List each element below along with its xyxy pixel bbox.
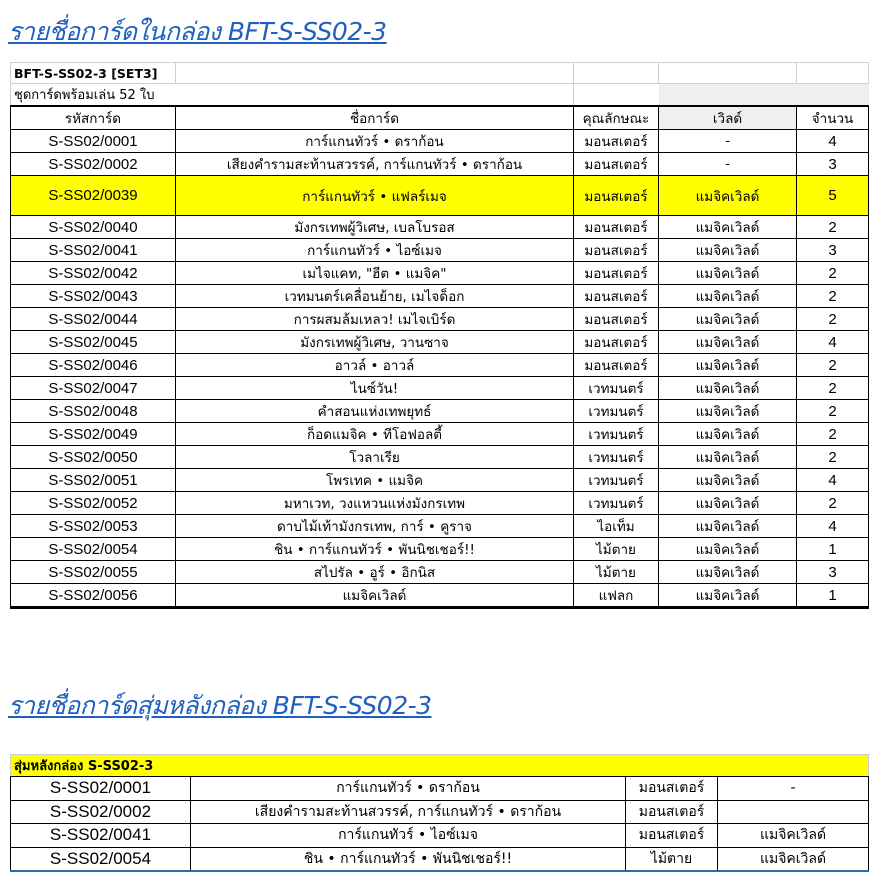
- card-world: แมจิคเวิลด์: [718, 847, 869, 871]
- table-row: [11, 446, 869, 469]
- card-world: -: [659, 130, 797, 153]
- card-type: ไม้ตาย: [574, 538, 659, 561]
- card-list-table: [10, 62, 869, 609]
- set-label: BFT-S-SS02-3 [SET3]: [11, 63, 176, 84]
- card-qty: 2: [797, 354, 869, 377]
- card-qty: 4: [797, 515, 869, 538]
- table-row: [11, 561, 869, 584]
- card-code: S-SS02/0050: [11, 446, 176, 469]
- table-row: [11, 400, 869, 423]
- card-qty: 2: [797, 377, 869, 400]
- card-type: มอนสเตอร์: [574, 216, 659, 239]
- card-world: แมจิคเวิลด์: [659, 308, 797, 331]
- card-world: แมจิคเวิลด์: [659, 176, 797, 216]
- card-name: เวทมนตร์เคลื่อนย้าย, เมไจด็อก: [176, 285, 574, 308]
- card-name: การ์แกนทัวร์ • ดราก้อน: [176, 130, 574, 153]
- card-name: ดาบไม้เท้ามังกรเทพ, การ์ • คูราจ: [176, 515, 574, 538]
- table-row: [11, 377, 869, 400]
- card-name: แมจิคเวิลด์: [176, 584, 574, 608]
- card-type: มอนสเตอร์: [574, 331, 659, 354]
- card-code: S-SS02/0002: [11, 153, 176, 176]
- card-name: การ์แกนทัวร์ • ไอซ์เมจ: [191, 824, 626, 848]
- card-type: มอนสเตอร์: [626, 800, 718, 824]
- card-world: แมจิคเวิลด์: [659, 216, 797, 239]
- card-qty: 3: [797, 153, 869, 176]
- card-world: แมจิคเวิลด์: [659, 239, 797, 262]
- card-type: เวทมนตร์: [574, 469, 659, 492]
- card-code: S-SS02/0042: [11, 262, 176, 285]
- card-name: ชิน • การ์แกนทัวร์ • พันนิชเชอร์!!: [191, 847, 626, 871]
- card-code: S-SS02/0054: [11, 847, 191, 871]
- card-code: S-SS02/0056: [11, 584, 176, 608]
- card-code: S-SS02/0002: [11, 800, 191, 824]
- card-type: เวทมนตร์: [574, 423, 659, 446]
- card-name: การ์แกนทัวร์ • ไอซ์เมจ: [176, 239, 574, 262]
- card-code: S-SS02/0039: [11, 176, 176, 216]
- card-type: เวทมนตร์: [574, 400, 659, 423]
- card-code: S-SS02/0048: [11, 400, 176, 423]
- card-world: แมจิคเวิลด์: [659, 446, 797, 469]
- table-row: [11, 153, 869, 176]
- header-type: คุณลักษณะ: [574, 106, 659, 130]
- card-world: แมจิคเวิลด์: [659, 492, 797, 515]
- card-code: S-SS02/0044: [11, 308, 176, 331]
- card-code: S-SS02/0046: [11, 354, 176, 377]
- card-world: แมจิคเวิลด์: [659, 377, 797, 400]
- card-name: สไปรัล • อูร์ • อิกนิส: [176, 561, 574, 584]
- table-row: [11, 777, 869, 801]
- card-world: แมจิคเวิลด์: [659, 400, 797, 423]
- random-card-table: [10, 754, 869, 872]
- table-row: [11, 331, 869, 354]
- table-row: [11, 824, 869, 848]
- header-name: ชื่อการ์ด: [176, 106, 574, 130]
- card-world: แมจิคเวิลด์: [659, 423, 797, 446]
- card-qty: 5: [797, 176, 869, 216]
- table-row: [11, 469, 869, 492]
- card-type: มอนสเตอร์: [574, 354, 659, 377]
- card-name: เสียงคำรามสะท้านสวรรค์, การ์แกนทัวร์ • ดราก้อน: [176, 153, 574, 176]
- card-world: แมจิคเวิลด์: [718, 824, 869, 848]
- card-type: มอนสเตอร์: [574, 176, 659, 216]
- card-name: คำสอนแห่งเทพยุทธ์: [176, 400, 574, 423]
- card-world: แมจิคเวิลด์: [659, 354, 797, 377]
- card-qty: 3: [797, 561, 869, 584]
- card-name: การ์แกนทัวร์ • แฟลร์เมจ: [176, 176, 574, 216]
- card-qty: 2: [797, 400, 869, 423]
- card-type: มอนสเตอร์: [574, 239, 659, 262]
- card-name: มหาเวท, วงแหวนแห่งมังกรเทพ: [176, 492, 574, 515]
- card-qty: 1: [797, 584, 869, 608]
- card-code: S-SS02/0054: [11, 538, 176, 561]
- card-code: S-SS02/0040: [11, 216, 176, 239]
- table-row: [11, 423, 869, 446]
- header-qty: จำนวน: [797, 106, 869, 130]
- card-name: ไนซ์วัน!: [176, 377, 574, 400]
- card-name: โวลาเรีย: [176, 446, 574, 469]
- card-type: เวทมนตร์: [574, 492, 659, 515]
- header-code: รหัสการ์ด: [11, 106, 176, 130]
- table-row: [11, 515, 869, 538]
- card-code: S-SS02/0047: [11, 377, 176, 400]
- table-row: [11, 262, 869, 285]
- random-list-title: รายชื่อการ์ดสุ่มหลังกล่อง BFT-S-SS02-3: [8, 691, 432, 720]
- card-type: มอนสเตอร์: [626, 777, 718, 801]
- card-code: S-SS02/0053: [11, 515, 176, 538]
- card-qty: 1: [797, 538, 869, 561]
- card-qty: 2: [797, 423, 869, 446]
- card-qty: 4: [797, 469, 869, 492]
- card-qty: 2: [797, 216, 869, 239]
- card-code: S-SS02/0001: [11, 777, 191, 801]
- card-qty: 2: [797, 285, 869, 308]
- card-code: S-SS02/0041: [11, 239, 176, 262]
- table-row: [11, 285, 869, 308]
- card-world: [718, 800, 869, 824]
- table-row: [11, 800, 869, 824]
- card-type: มอนสเตอร์: [626, 824, 718, 848]
- card-type: เวทมนตร์: [574, 377, 659, 400]
- card-qty: 4: [797, 130, 869, 153]
- card-qty: 2: [797, 492, 869, 515]
- card-list-title: รายชื่อการ์ดในกล่อง BFT-S-SS02-3: [8, 17, 387, 46]
- card-world: แมจิคเวิลด์: [659, 262, 797, 285]
- card-type: มอนสเตอร์: [574, 262, 659, 285]
- card-type: ไม้ตาย: [626, 847, 718, 871]
- card-name: มังกรเทพผู้วิเศษ, เบลโบรอส: [176, 216, 574, 239]
- card-type: แฟลก: [574, 584, 659, 608]
- table-row: [11, 130, 869, 153]
- card-world: แมจิคเวิลด์: [659, 584, 797, 608]
- table-row: [11, 308, 869, 331]
- card-type: มอนสเตอร์: [574, 285, 659, 308]
- card-type: ไอเท็ม: [574, 515, 659, 538]
- card-name: โพรเทค • แมจิค: [176, 469, 574, 492]
- table-row: [11, 492, 869, 515]
- card-name: การผสมล้มเหลว! เมไจเบิร์ด: [176, 308, 574, 331]
- card-type: เวทมนตร์: [574, 446, 659, 469]
- table-row: [11, 847, 869, 871]
- table-row: [11, 538, 869, 561]
- card-code: S-SS02/0043: [11, 285, 176, 308]
- card-code: S-SS02/0049: [11, 423, 176, 446]
- card-type: มอนสเตอร์: [574, 153, 659, 176]
- card-name: เสียงคำรามสะท้านสวรรค์, การ์แกนทัวร์ • ดราก้อน: [191, 800, 626, 824]
- card-world: -: [718, 777, 869, 801]
- card-name: การ์แกนทัวร์ • ดราก้อน: [191, 777, 626, 801]
- card-name: เมไจแคท, "ฮีต • แมจิค": [176, 262, 574, 285]
- table-row: [11, 584, 869, 608]
- card-type: ไม้ตาย: [574, 561, 659, 584]
- header-world: เวิลด์: [659, 106, 797, 130]
- card-type: มอนสเตอร์: [574, 130, 659, 153]
- card-name: อาวล์ • อาวล์: [176, 354, 574, 377]
- card-world: แมจิคเวิลด์: [659, 561, 797, 584]
- card-type: มอนสเตอร์: [574, 308, 659, 331]
- card-code: S-SS02/0055: [11, 561, 176, 584]
- random-header: สุ่มหลังกล่อง S-SS02-3: [11, 755, 869, 777]
- card-code: S-SS02/0041: [11, 824, 191, 848]
- table-row: [11, 239, 869, 262]
- table-row: [11, 176, 869, 216]
- card-code: S-SS02/0001: [11, 130, 176, 153]
- card-code: S-SS02/0051: [11, 469, 176, 492]
- card-qty: 2: [797, 308, 869, 331]
- card-code: S-SS02/0052: [11, 492, 176, 515]
- table-row: [11, 216, 869, 239]
- card-qty: 4: [797, 331, 869, 354]
- card-world: แมจิคเวิลด์: [659, 515, 797, 538]
- card-name: มังกรเทพผู้วิเศษ, วานซาจ: [176, 331, 574, 354]
- card-name: ก็อดแมจิค • ทีโอฟอลตี้: [176, 423, 574, 446]
- card-world: -: [659, 153, 797, 176]
- table-row: [11, 354, 869, 377]
- deck-label: ชุดการ์ดพร้อมเล่น 52 ใบ: [11, 84, 574, 107]
- card-qty: 3: [797, 239, 869, 262]
- card-code: S-SS02/0045: [11, 331, 176, 354]
- card-world: แมจิคเวิลด์: [659, 469, 797, 492]
- card-world: แมจิคเวิลด์: [659, 538, 797, 561]
- card-qty: 2: [797, 446, 869, 469]
- card-name: ชิน • การ์แกนทัวร์ • พันนิชเชอร์!!: [176, 538, 574, 561]
- card-world: แมจิคเวิลด์: [659, 285, 797, 308]
- card-world: แมจิคเวิลด์: [659, 331, 797, 354]
- card-qty: 2: [797, 262, 869, 285]
